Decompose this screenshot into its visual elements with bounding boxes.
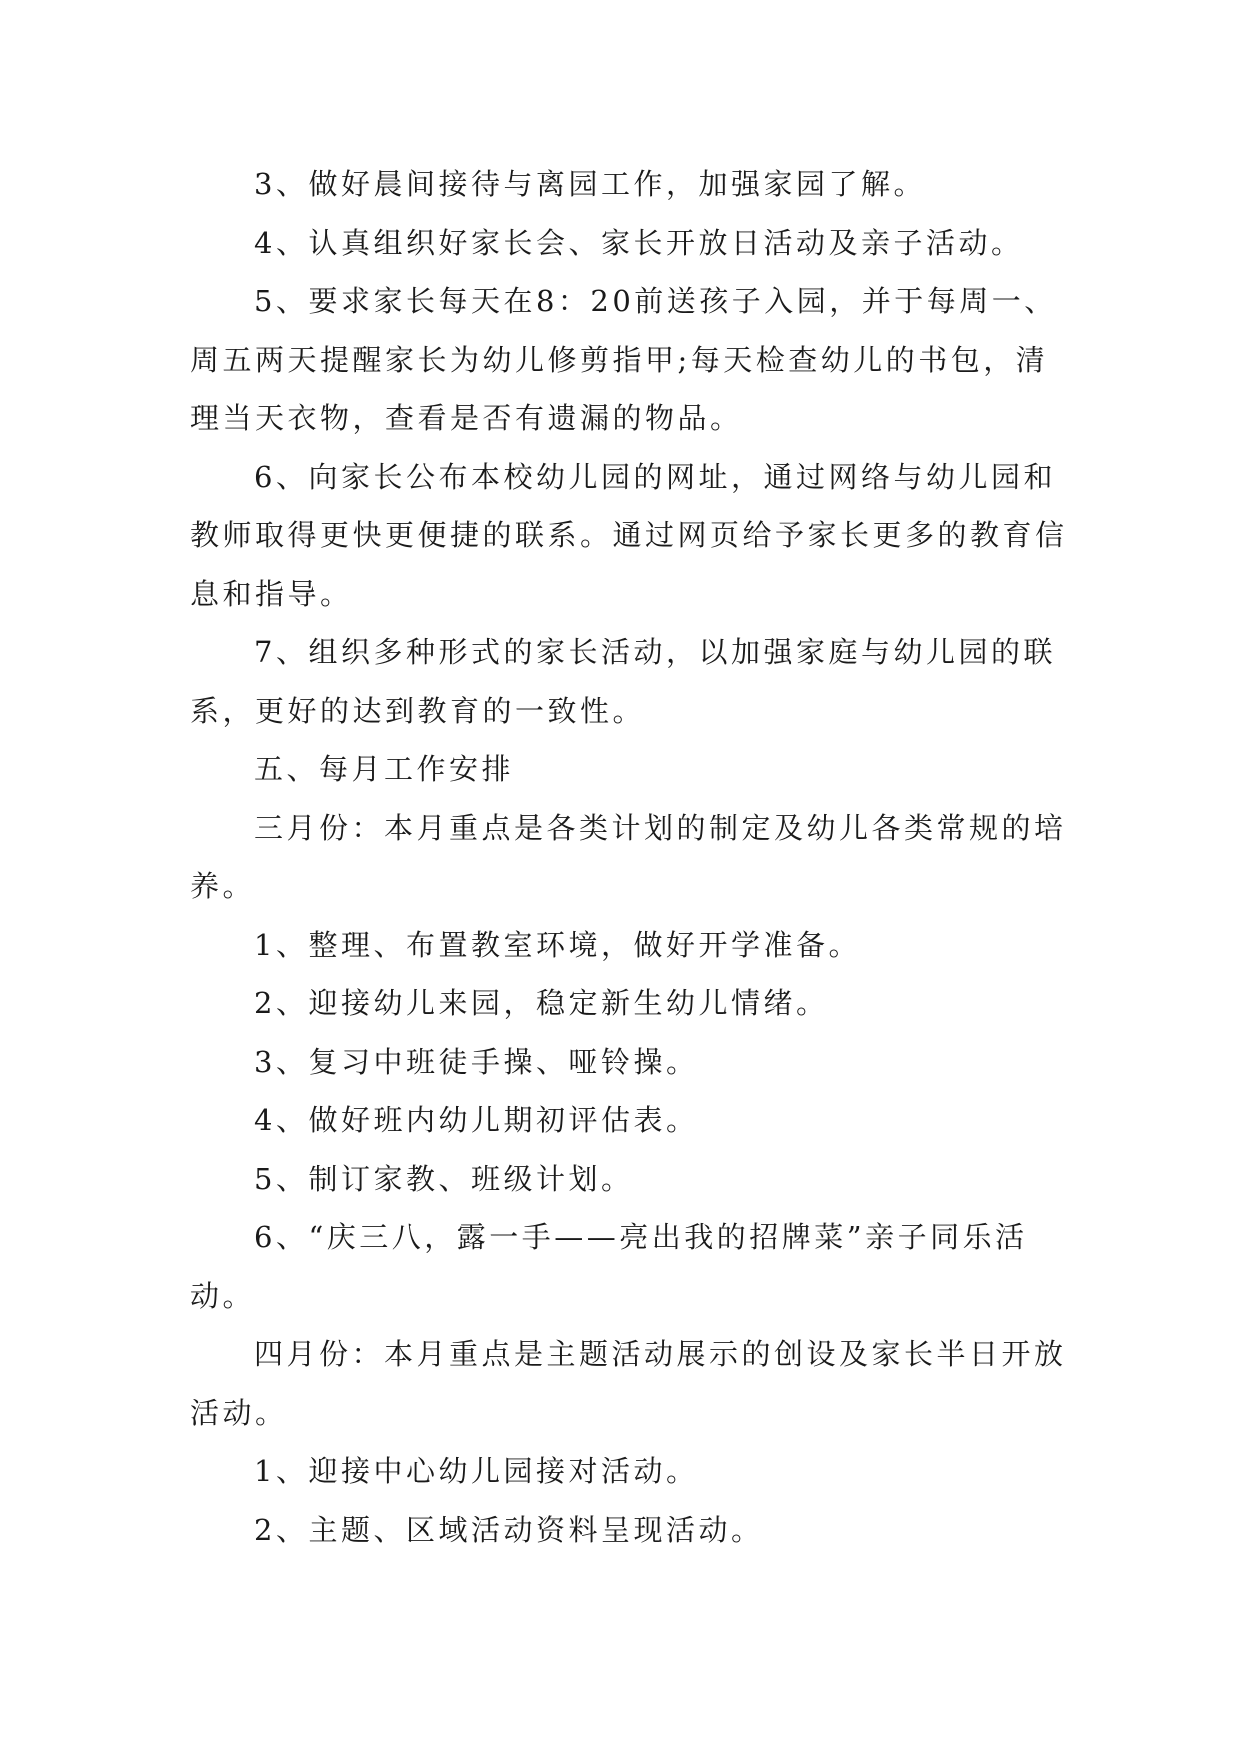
list-item-march-1: 1、整理、布置教室环境，做好开学准备。	[254, 927, 861, 962]
list-item-april-1: 1、迎接中心幼儿园接对活动。	[254, 1454, 699, 1488]
paragraph-parent-activities: 7、组织多种形式的家长活动，以加强家庭与幼儿园的联系，更好的达到教育的一致性。	[190, 635, 1056, 728]
section-heading-monthly-plan: 五、每月工作安排	[254, 752, 515, 786]
list-item-march-5: 5、制订家教、班级计划。	[254, 1161, 634, 1196]
document-body	[190, 155, 1070, 1559]
paragraph-parent-meeting: 4、认真组织好家长会、家长开放日活动及亲子活动。	[254, 225, 1024, 260]
list-item-march-3: 3、复习中班徒手操、哑铃操。	[254, 1044, 699, 1079]
list-item-april-2: 2、主题、区域活动资料呈现活动。	[254, 1512, 764, 1547]
list-item-march-6: 6、“庆三八，露一手——亮出我的招牌菜”亲子同乐活动。	[190, 1220, 1028, 1313]
paragraph-april-focus: 四月份：本月重点是主题活动展示的创设及家长半日开放活动。	[190, 1337, 1067, 1430]
paragraph-arrival-time: 5、要求家长每天在8：20前送孩子入园，并于每周一、周五两天提醒家长为幼儿修剪指甲;每天检查幼儿的书包，清理当天衣物，查看是否有遗漏的物品。	[190, 284, 1057, 435]
paragraph-reception-work: 3、做好晨间接待与离园工作，加强家园了解。	[254, 167, 926, 201]
paragraph-website: 6、向家长公布本校幼儿园的网址，通过网络与幼儿园和教师取得更快更便捷的联系。通过网页给予家长更多的教育信息和指导。	[190, 459, 1068, 611]
list-item-march-2: 2、迎接幼儿来园，稳定新生幼儿情绪。	[254, 986, 829, 1020]
paragraph-march-focus: 三月份：本月重点是各类计划的制定及幼儿各类常规的培养。	[190, 810, 1067, 903]
list-item-march-4: 4、做好班内幼儿期初评估表。	[254, 1103, 699, 1137]
